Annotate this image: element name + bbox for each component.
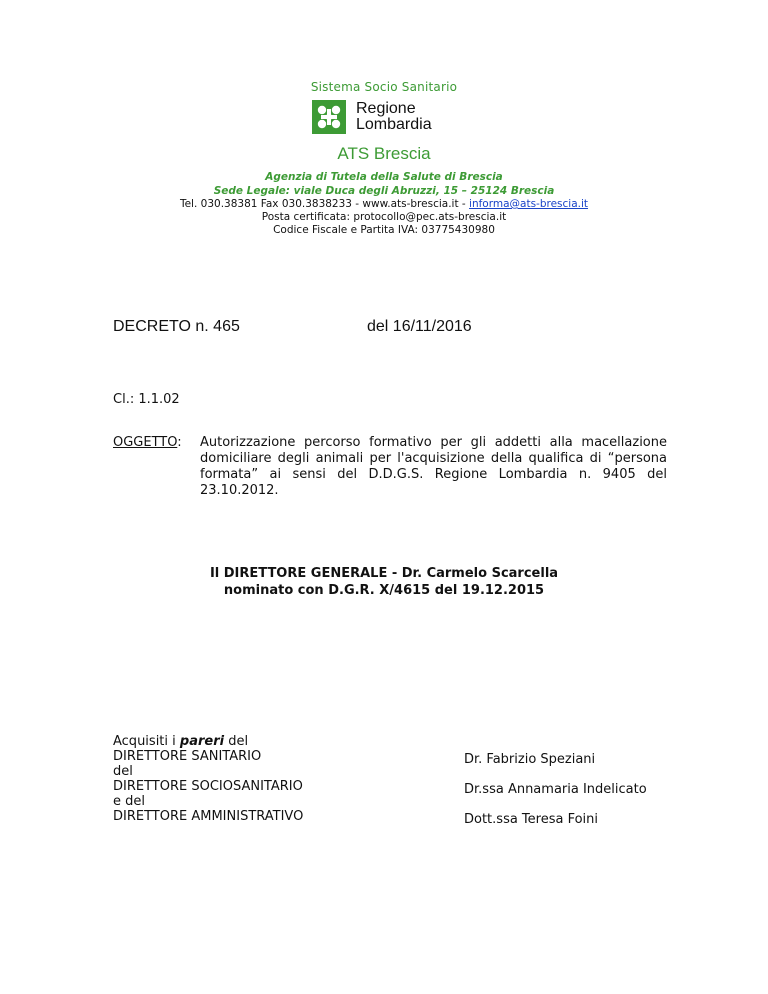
nomination-line: nominato con D.G.R. X/4615 del 19.12.2015 — [223, 583, 545, 598]
acquisiti-line — [113, 734, 303, 749]
e-del-connector: e del — [113, 794, 145, 809]
director-general-line: Il DIRETTORE GENERALE - Dr. Carmelo Scarcella — [209, 566, 559, 581]
subject-colon: : — [177, 435, 182, 450]
direttore-sociosanitario: DIRETTORE SOCIOSANITARIO — [113, 779, 303, 794]
decree-number: DECRETO n. 465 — [113, 318, 240, 335]
regione-lombardia-logo-icon — [312, 100, 346, 134]
subject-text: Autorizzazione percorso formativo per gli addetti alla macellazione domiciliare degli animali per l'acquisizione della qualifica di “persona formata” ai sensi del D.D.G.S. Regione Lombardia n. 9405 del 23.10.2012. — [200, 435, 667, 498]
email-link[interactable]: informa@ats-brescia.it — [469, 198, 589, 210]
pec-line: Posta certificata: protocollo@pec.ats-brescia.it — [261, 211, 507, 223]
opinions-block — [113, 734, 303, 824]
classification: Cl.: 1.1.02 — [113, 392, 180, 407]
lombardia-text: Lombardia — [356, 116, 432, 133]
sistema-socio-sanitario: Sistema Socio Sanitario — [310, 80, 458, 94]
agency-name: Agenzia di Tutela della Salute di Brescia — [265, 171, 503, 183]
acquisiti-text: Acquisiti i — [113, 734, 180, 749]
name-sanitario: Dr. Fabrizio Speziani — [464, 752, 596, 767]
director-general-block — [0, 565, 768, 599]
direttore-amministrativo: DIRETTORE AMMINISTRATIVO — [113, 809, 304, 824]
regione-text: Regione — [356, 100, 416, 117]
subject-label — [113, 435, 182, 450]
pareri-word: pareri — [179, 734, 225, 749]
agency-info — [0, 170, 768, 237]
name-sociosanitario: Dr.ssa Annamaria Indelicato — [464, 782, 647, 797]
fiscal-code-line: Codice Fiscale e Partita IVA: 03775430980 — [273, 224, 495, 236]
decree-date: del 16/11/2016 — [367, 318, 472, 335]
direttore-sanitario: DIRETTORE SANITARIO — [113, 749, 262, 764]
contact-line — [0, 198, 768, 211]
legal-address: Sede Legale: viale Duca degli Abruzzi, 15 – 25124 Brescia — [213, 185, 555, 197]
regione-lombardia-wordmark — [356, 101, 432, 133]
subject-label-text: OGGETTO — [113, 435, 178, 450]
del-connector: del — [113, 764, 133, 779]
del-text: del — [224, 734, 249, 749]
name-amministrativo: Dott.ssa Teresa Foini — [464, 812, 599, 827]
ats-brescia-title: ATS Brescia — [337, 144, 431, 163]
tel-fax-web: Tel. 030.38381 Fax 030.3838233 - www.ats-brescia.it - — [179, 198, 470, 210]
